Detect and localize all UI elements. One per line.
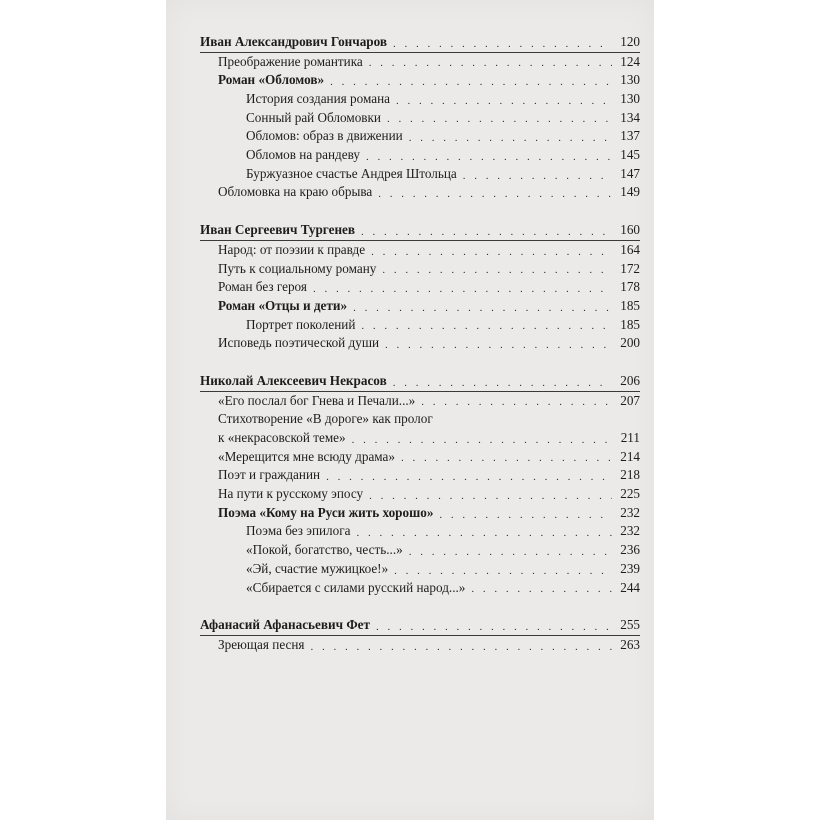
toc-dot-leader — [366, 149, 612, 165]
toc-entry-title: Обломовка на краю обрыва — [218, 184, 373, 200]
toc-entry — [200, 636, 640, 655]
toc-subentry — [200, 316, 640, 335]
toc-dot-leader — [326, 469, 612, 485]
toc-dot-leader — [393, 375, 612, 391]
toc-dot-leader — [361, 318, 612, 334]
toc-entry-title: Поэт и гражданин — [218, 467, 321, 483]
toc-dot-leader — [401, 450, 612, 466]
toc-page-number: 232 — [620, 504, 640, 520]
toc-page-number: 244 — [620, 579, 640, 595]
toc-page-number: 185 — [620, 297, 640, 313]
toc-dot-leader — [369, 488, 612, 504]
toc-entry-title: Поэма без эпилога — [246, 523, 351, 539]
toc-dot-leader — [352, 432, 612, 448]
toc-page-number: 236 — [620, 542, 640, 558]
toc-entry — [200, 485, 640, 504]
toc-dot-leader — [313, 281, 612, 297]
toc-page-number: 255 — [620, 617, 640, 633]
toc-page-number: 137 — [620, 128, 640, 144]
toc-page-number: 130 — [620, 72, 640, 88]
toc-page-number: 145 — [620, 147, 640, 163]
toc-dot-leader — [409, 130, 612, 146]
toc-author-entry — [200, 372, 640, 391]
toc-entry — [200, 466, 640, 485]
toc-dot-leader — [376, 619, 612, 635]
toc-dot-leader — [353, 300, 612, 316]
toc-entry-title: Иван Сергеевич Тургенев — [200, 222, 356, 238]
toc-page-number: 130 — [620, 91, 640, 107]
toc-subentry — [200, 523, 640, 542]
toc-page-number: 218 — [620, 467, 640, 483]
toc-section — [200, 33, 640, 202]
toc-entry-title: «Мерещится мне всюду драма» — [218, 448, 395, 464]
toc-entry-title: Исповедь поэтической души — [218, 335, 380, 351]
toc-dot-leader — [330, 74, 612, 90]
toc-author-entry — [200, 33, 640, 52]
toc-entry-title: «Эй, счастие мужицкое!» — [246, 560, 389, 576]
toc-dot-leader — [396, 93, 612, 109]
toc-entry-title: Зреющая песня — [218, 636, 305, 652]
toc-subentry — [200, 109, 640, 128]
toc-entry-title: Сонный рай Обломовки — [246, 109, 381, 125]
toc-section — [200, 372, 640, 597]
toc-subentry — [200, 127, 640, 146]
toc-entry-title: Стихотворение «В дороге» как пролог — [218, 411, 433, 427]
toc-page-number: 263 — [620, 636, 640, 652]
toc-entry-title: Николай Алексеевич Некрасов — [200, 372, 387, 388]
toc-entry-title: к «некрасовской теме» — [218, 430, 346, 446]
toc-dot-leader — [393, 36, 612, 52]
toc-dot-leader — [409, 544, 612, 560]
toc-subentry — [200, 541, 640, 560]
toc-page-number: 160 — [620, 222, 640, 238]
toc-subentry — [200, 90, 640, 109]
toc-page-number: 134 — [620, 109, 640, 125]
toc-dot-leader — [421, 394, 612, 410]
toc-entry-title: Обломов на рандеву — [246, 147, 360, 163]
toc-subentry — [200, 560, 640, 579]
toc-dot-leader — [439, 507, 612, 523]
toc-page-number: 185 — [620, 316, 640, 332]
toc-dot-leader — [369, 55, 612, 71]
toc-entry — [200, 334, 640, 353]
toc-page-number: 207 — [620, 392, 640, 408]
toc-entry-title: Роман «Отцы и дети» — [218, 297, 348, 313]
toc-entry-title: На пути к русскому эпосу — [218, 486, 364, 502]
toc-entry-title: Поэма «Кому на Руси жить хорошо» — [218, 504, 434, 520]
toc-dot-leader — [385, 337, 612, 353]
toc-page-number: 232 — [620, 523, 640, 539]
toc-page-number: 211 — [620, 430, 640, 446]
toc-page-number: 178 — [620, 279, 640, 295]
toc-dot-leader — [382, 262, 612, 278]
toc-page-number: 164 — [620, 241, 640, 257]
toc-subentry — [200, 165, 640, 184]
toc-entry — [200, 71, 640, 90]
toc-entry — [200, 260, 640, 279]
toc-entry — [200, 297, 640, 316]
toc-page-number: 147 — [620, 165, 640, 181]
toc-page-number: 225 — [620, 486, 640, 502]
toc-entry-title: «Сбирается с силами русский народ...» — [246, 579, 466, 595]
toc-dot-leader — [357, 525, 613, 541]
toc-entry — [200, 53, 640, 72]
toc-dot-leader — [463, 168, 612, 184]
toc-entry — [200, 392, 640, 411]
toc-entry-title: Иван Александрович Гончаров — [200, 33, 388, 49]
toc-entry-title: Афанасий Афанасьевич Фет — [200, 617, 371, 633]
toc-page-number: 172 — [620, 260, 640, 276]
toc-entry — [200, 184, 640, 203]
toc-page-number: 200 — [620, 335, 640, 351]
toc-page-number: 120 — [620, 33, 640, 49]
toc-page-number: 214 — [620, 448, 640, 464]
toc-entry-title: Народ: от поэзии к правде — [218, 241, 366, 257]
toc-entry-title: Преображение романтика — [218, 53, 363, 69]
toc-entry-title: История создания романа — [246, 91, 390, 107]
toc-dot-leader — [471, 581, 612, 597]
toc-dot-leader — [378, 186, 612, 202]
toc-dot-leader — [311, 639, 613, 655]
toc-section — [200, 221, 640, 353]
toc-dot-leader — [371, 244, 612, 260]
toc-entry — [200, 241, 640, 260]
toc-page-number: 239 — [620, 560, 640, 576]
toc-entry-title: Роман «Обломов» — [218, 72, 325, 88]
toc-dot-leader — [387, 111, 612, 127]
toc-entry-title: Путь к социальному роману — [218, 260, 377, 276]
toc-dot-leader — [394, 563, 612, 579]
toc-author-entry — [200, 616, 640, 635]
toc-entry-title: «Покой, богатство, честь...» — [246, 542, 403, 558]
toc-page-number: 149 — [620, 184, 640, 200]
toc-page-number: 206 — [620, 372, 640, 388]
toc-page-number: 124 — [620, 53, 640, 69]
toc-subentry — [200, 579, 640, 598]
toc-entry — [200, 429, 640, 448]
toc-entry — [200, 448, 640, 467]
table-of-contents — [200, 33, 640, 674]
toc-entry-title: Портрет поколений — [246, 316, 356, 332]
toc-entry — [200, 278, 640, 297]
toc-entry-title: «Его послал бог Гнева и Печали...» — [218, 392, 416, 408]
toc-subentry — [200, 146, 640, 165]
toc-section — [200, 616, 640, 654]
toc-entry-title: Обломов: образ в движении — [246, 128, 403, 144]
toc-entry — [200, 410, 640, 429]
toc-entry-title: Роман без героя — [218, 279, 307, 295]
toc-dot-leader — [361, 224, 612, 240]
toc-entry — [200, 504, 640, 523]
toc-entry-title: Буржуазное счастье Андрея Штольца — [246, 165, 457, 181]
toc-author-entry — [200, 221, 640, 240]
